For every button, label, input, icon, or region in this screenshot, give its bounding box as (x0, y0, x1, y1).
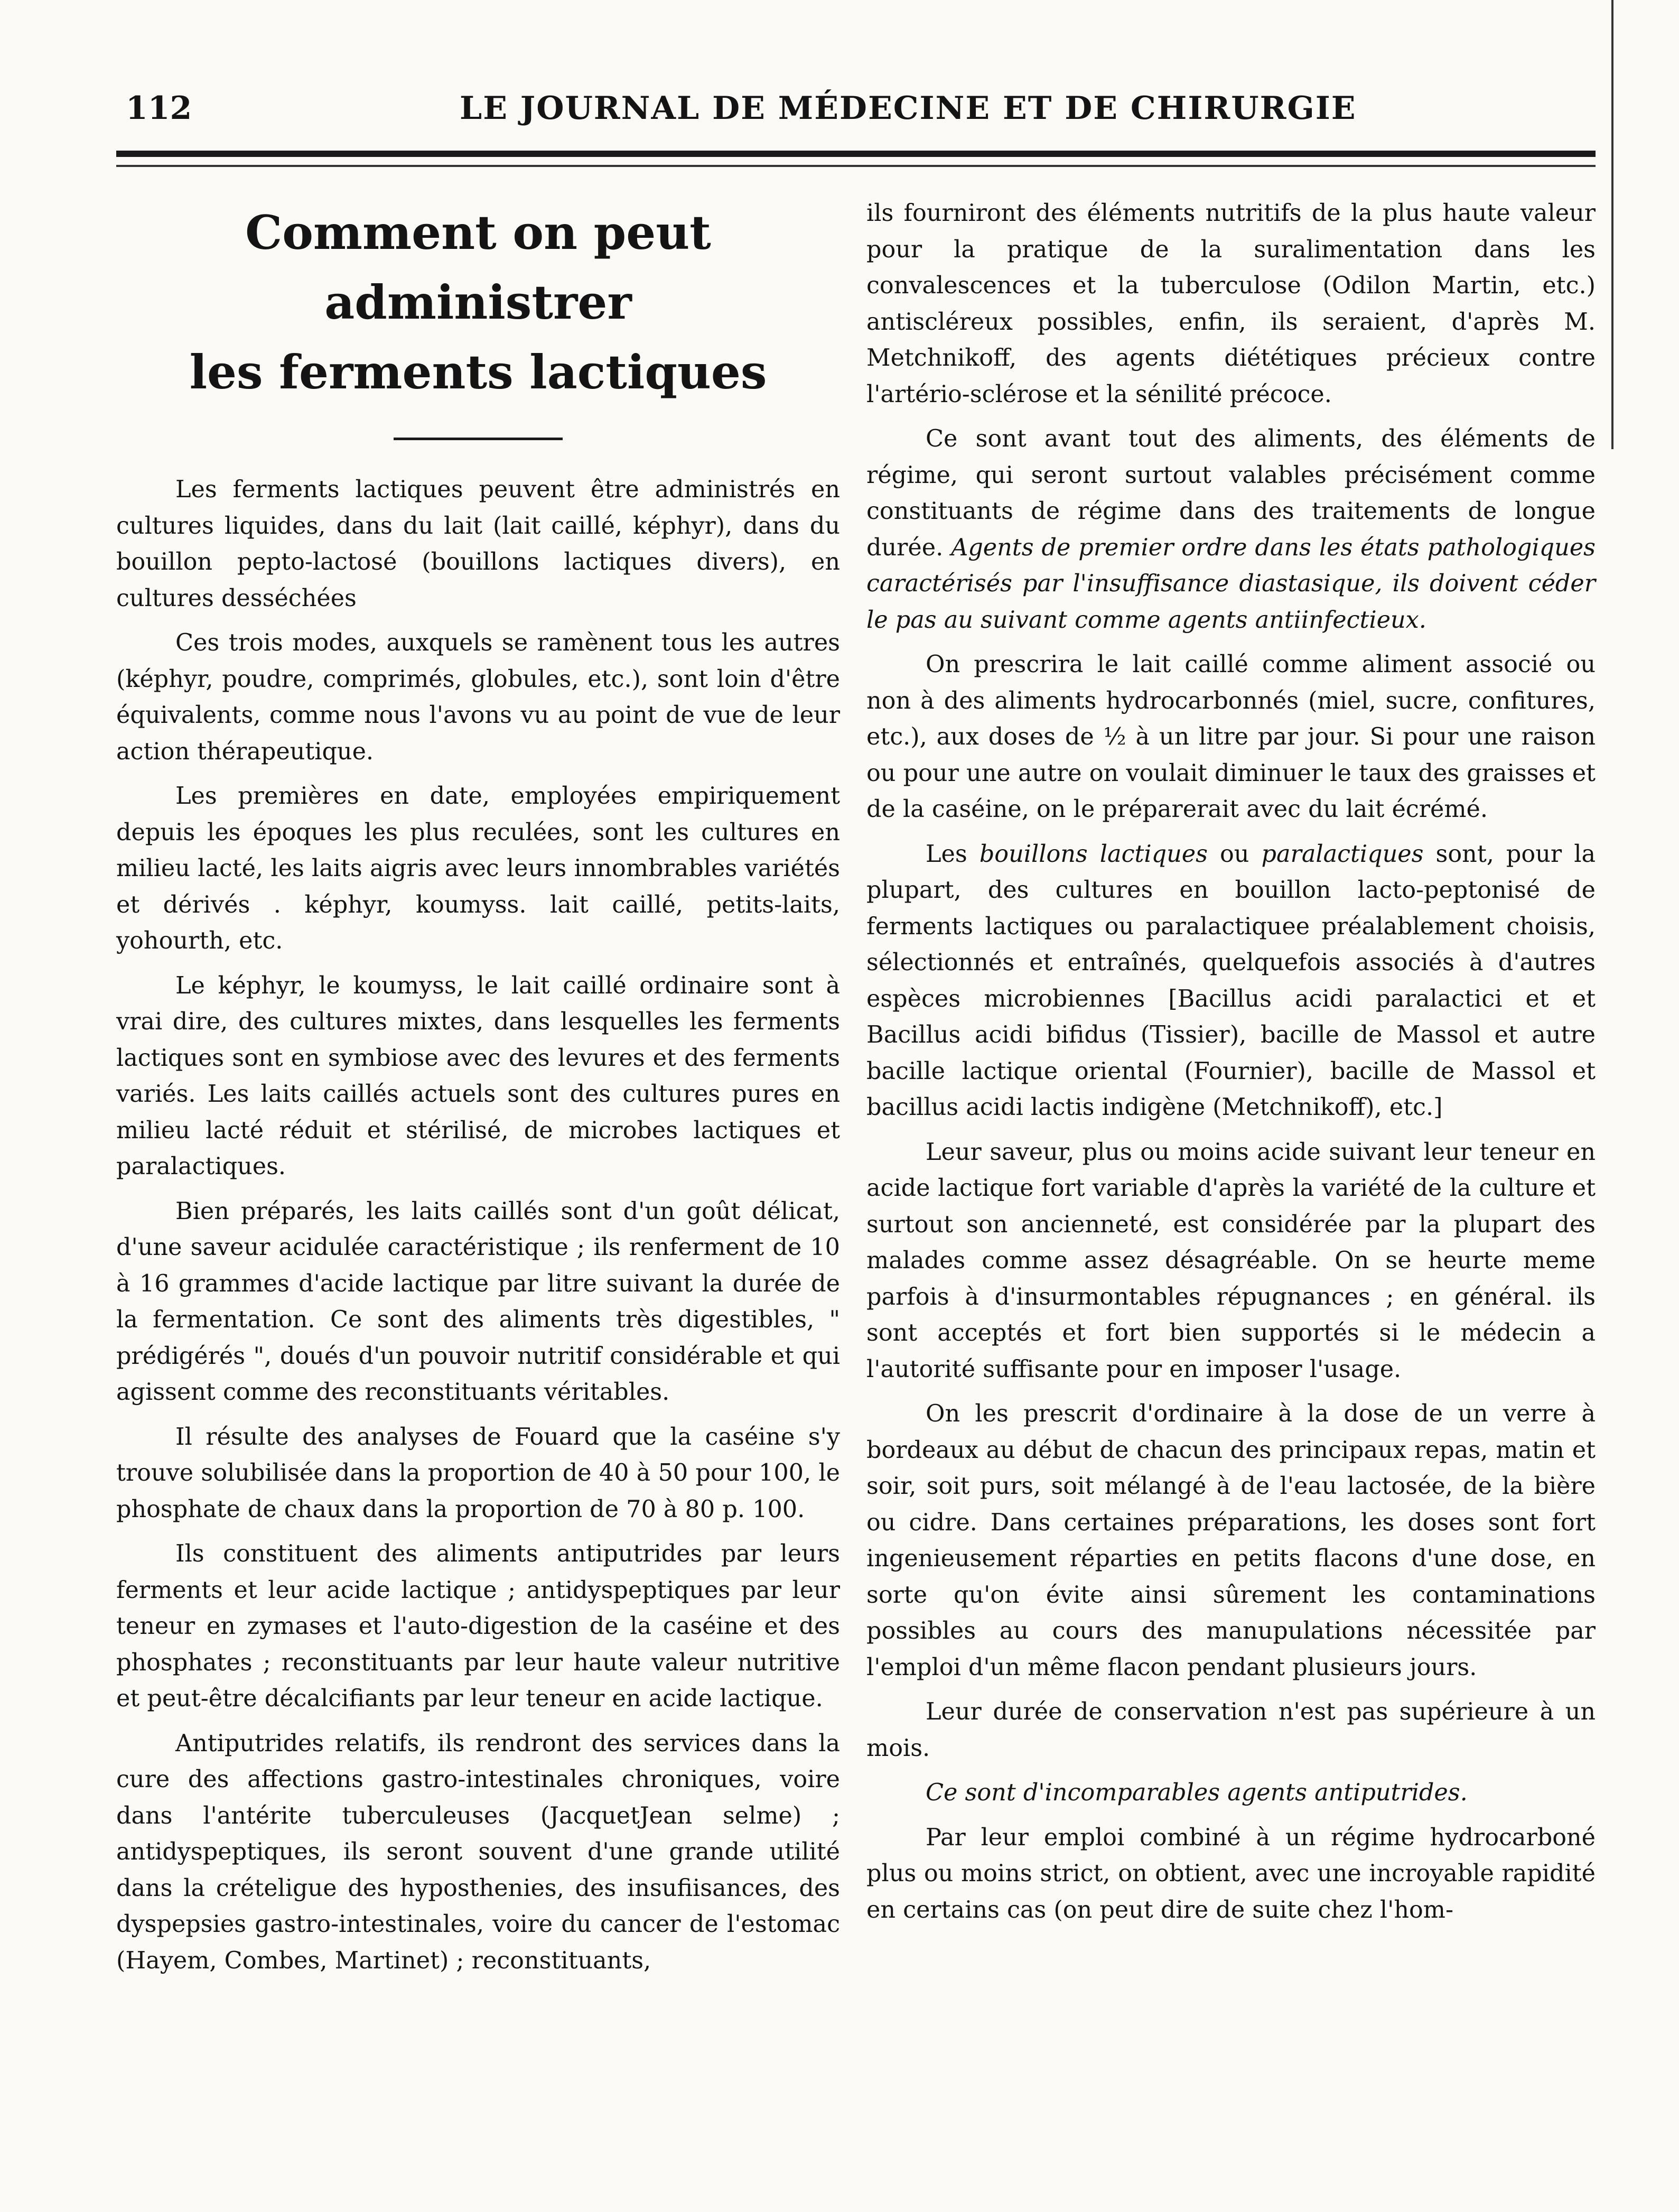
paragraph (866, 1775, 1596, 1811)
paragraph: On les prescrit d'ordinaire à la dose de un verre à bordeaux au début de chacun des principaux repas, matin et soir, soit purs, soit mélangé à de l'eau lactosée, de la bière ou cidre. Dans certaines préparations, les doses sont fort ingenieusement réparties en petits flacons d'une dose, en sorte qu'on évite ainsi sûrement les contaminations possibles au cours des manupulations nécessitée par l'emploi d'un même flacon pendant plusieurs jours. (866, 1400, 1596, 1681)
paragraph: Les premières en date, employées empiriquement depuis les époques les plus reculées, sont les cultures en milieu lacté, les laits aigris avec leurs innombrables variétés et dérivés . képhyr, koumyss. lait caillé, petits-laits, yohourth, etc. (116, 783, 840, 954)
paragraph: Leur durée de conservation n'est pas supérieure à un mois. (866, 1698, 1596, 1762)
paragraph-italic-text: paralactiques (1261, 840, 1424, 868)
page-header (0, 90, 1679, 143)
paragraph-text: Les (926, 840, 967, 868)
paragraph: Leur saveur, plus ou moins acide suivant leur teneur en acide lactique fort variable d'après la variété de la culture et surtout son ancienneté, est considérée par la plupart des malades comme assez désagréable. On se heurte meme parfois à d'insurmontables répugnances ; en général. ils sont acceptés et fort bien supportés si le médecin a l'autorité suffisante pour en imposer l'usage. (866, 1138, 1596, 1383)
paragraph (866, 837, 1596, 1126)
paragraph: ils fourniront des éléments nutritifs de la plus haute valeur pour la pratique de la suralimentation dans les convalescences et la tuberculose (Odilon Martin, etc.) antiscléreux possibles, enfin, ils seraient, d'après M. Metchnikoff, des agents diététiques précieux contre l'artério-sclérose et la sénilité précoce. (866, 200, 1596, 408)
paragraph-text: Ce sont avant tout des aliments, des éléments de régime, qui seront surtout valables précisément comme constituants de régime dans des traitements de longue durée. (866, 425, 1596, 561)
paragraph-text: ou (1220, 840, 1249, 868)
paragraph: Le képhyr, le koumyss, le lait caillé ordinaire sont à vrai dire, des cultures mixtes, dans lesquelles les ferments lactiques sont en symbiose avec des levures et des ferments variés. Les laits caillés actuels sont des cultures pures en milieu lacté réduit et stérilisé, de microbes lactiques et paralactiques. (116, 972, 840, 1180)
paragraph: Ces trois modes, auxquels se ramènent tous les autres (képhyr, poudre, comprimés, globules, etc.), sont loin d'être équivalents, comme nous l'avons vu au point de vue de leur action thérapeutique. (116, 629, 840, 765)
paragraph (866, 421, 1596, 638)
left-column (116, 196, 840, 1987)
article-title-line1: Comment on peut administrer (245, 205, 711, 330)
paragraph-italic-text: Ce sont d'incomparables agents antiputrides. (926, 1779, 1468, 1806)
right-column (866, 196, 1596, 1937)
article-title (116, 196, 840, 407)
journal-title: LE JOURNAL DE MÉDECINE ET DE CHIRURGIE (460, 90, 1357, 127)
paragraph: Ils constituent des aliments antiputrides par leurs ferments et leur acide lactique ; antidyspeptiques par leur teneur en zymases et l'auto-digestion de la caséine et des phosphates ; reconstituants par leur haute valeur nutritive et peut-être décalcifiants par leur teneur en acide lactique. (116, 1540, 840, 1712)
paragraph: Les ferments lactiques peuvent être administrés en cultures liquides, dans du lait (lait caillé, képhyr), dans du bouillon pepto-lactosé (bouillons lactiques divers), en cultures desséchées (116, 476, 840, 612)
page-number: 112 (126, 90, 192, 127)
header-rule-thin (116, 165, 1596, 167)
paragraph: Bien préparés, les laits caillés sont d'un goût délicat, d'une saveur acidulée caractéristique ; ils renferment de 10 à 16 grammes d'acide lactique par litre suivant la durée de la fermentation. Ce sont des aliments très digestibles, " prédigérés ", doués d'un pouvoir nutritif considérable et qui agissent comme des reconstituants véritables. (116, 1197, 840, 1406)
paragraph: On prescrira le lait caillé comme aliment associé ou non à des aliments hydrocarbonnés (miel, sucre, confitures, etc.), aux doses de ½ à un litre par jour. Si pour une raison ou pour une autre on voulait diminuer le taux des graisses et de la caséine, on le préparerait avec du lait écrémé. (866, 651, 1596, 823)
article-title-line2: les ferments lactiques (189, 345, 767, 399)
paragraph: Par leur emploi combiné à un régime hydrocarboné plus ou moins strict, on obtient, avec une incroyable rapidité en certains cas (on peut dire de suite chez l'hom- (866, 1824, 1596, 1923)
page-edge-line (1611, 0, 1613, 449)
header-rule (116, 151, 1596, 157)
paragraph-italic-text: Agents de premier ordre dans les états pathologiques caractérisés par l'insuffisance diastasique, ils doivent céder le pas au suivant comme agents antiinfectieux. (866, 534, 1596, 634)
paragraph-text: sont, pour la plupart, des cultures en bouillon lacto-peptonisé de ferments lactiques ou paralactiquee préalablement choisis, sélectionnés et entraînés, quelquefois associés à d'autres espèces microbiennes [Bacillus acidi paralactici et et Bacillus acidi bifidus (Tissier), bacille de Massol et autre bacille lactique oriental (Fournier), bacille de Massol et bacillus acidi lactis indigène (Metchnikoff), etc.] (866, 840, 1596, 1121)
paragraph: Il résulte des analyses de Fouard que la caséine s'y trouve solubilisée dans la proportion de 40 à 50 pour 100, le phosphate de chaux dans la proportion de 70 à 80 p. 100. (116, 1423, 840, 1523)
paragraph: Antiputrides relatifs, ils rendront des services dans la cure des affections gastro-intestinales chroniques, voire dans l'antérite tuberculeuses (JacquetJean selme) ; antidyspeptiques, ils seront souvent d'une grande utilité dans la crételigue des hyposthenies, des insufiisances, des dyspepsies gastro-intestinales, voire du cancer de l'estomac (Hayem, Combes, Martinet) ; reconstituants, (116, 1730, 840, 1974)
title-divider (394, 438, 563, 440)
paragraph-italic-text: bouillons lactiques (979, 840, 1208, 868)
